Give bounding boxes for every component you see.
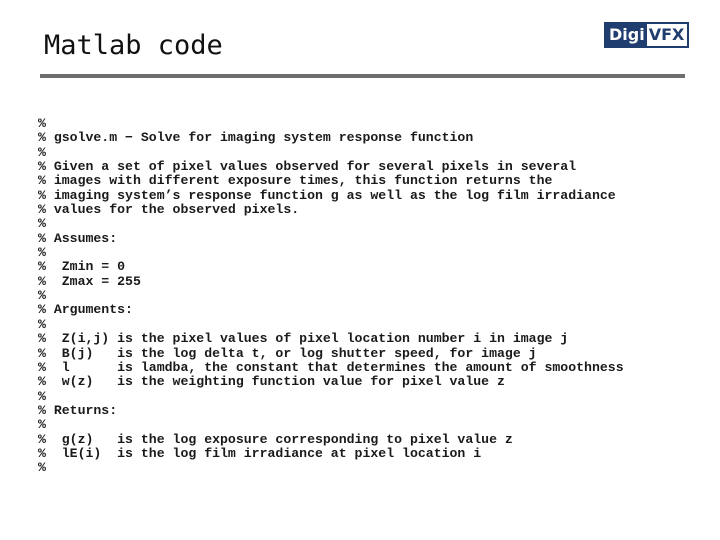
code-line: % Arguments: xyxy=(38,302,133,318)
code-line: % lE(i) is the log film irradiance at pixel location i xyxy=(38,445,482,461)
code-line: % g(z) is the log exposure corresponding to pixel value z xyxy=(38,431,513,447)
code-line: % xyxy=(38,388,46,404)
code-line: % xyxy=(38,116,46,131)
code-line: % xyxy=(38,245,46,261)
code-line: % Given a set of pixel values observed for several pixels in several xyxy=(38,159,577,175)
code-line: % xyxy=(38,144,46,160)
code-line: % Z(i,j) is the pixel values of pixel location number i in image j xyxy=(38,331,569,347)
code-line: % Assumes: xyxy=(38,230,118,246)
code-line: % xyxy=(38,216,46,232)
code-line: % gsolve.m − Solve for imaging system response function xyxy=(38,130,474,146)
digivfx-logo xyxy=(604,22,689,48)
code-listing xyxy=(38,117,624,476)
logo-text-vfx: VFX xyxy=(647,24,688,46)
code-line: % Zmax = 255 xyxy=(38,273,141,289)
code-line: % w(z) is the weighting function value for pixel value z xyxy=(38,374,505,390)
slide-title: Matlab code xyxy=(44,30,223,61)
code-line: % imaging system’s response function g as well as the log film irradiance xyxy=(38,187,616,203)
code-line: % l is lamdba, the constant that determines the amount of smoothness xyxy=(38,359,624,375)
title-divider xyxy=(40,74,685,78)
code-line: % values for the observed pixels. xyxy=(38,202,300,218)
code-line: % xyxy=(38,288,46,304)
code-line: % Zmin = 0 xyxy=(38,259,126,275)
code-line: % xyxy=(38,417,46,433)
code-line: % xyxy=(38,316,46,332)
code-line: % B(j) is the log delta t, or log shutter speed, for image j xyxy=(38,345,537,361)
code-line: % Returns: xyxy=(38,402,118,418)
code-line: % images with different exposure times, this function returns the xyxy=(38,173,553,189)
code-line: % xyxy=(38,460,46,476)
logo-text-digi: Digi xyxy=(606,24,647,46)
